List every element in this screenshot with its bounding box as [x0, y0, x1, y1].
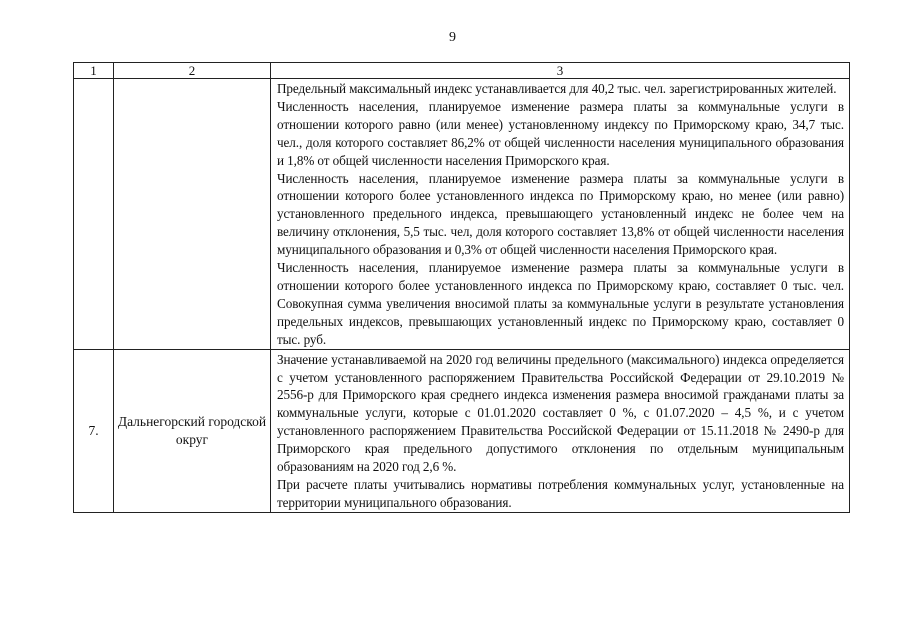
table-header-row — [74, 63, 850, 79]
page-number: 9 — [449, 30, 456, 45]
description-cell — [271, 349, 850, 512]
description-paragraph: Численность населения, планируемое изменение размера платы за коммунальные услуги в отношении которого более установленного индекса по Приморскому краю, но менее (или равно) установленного предельного индекса, превышающего установленный индекс не более чем на величину отклонения, 5,5 тыс. чел, доля которого составляет 13,8% от общей численности населения муниципального образования и 0,3% от общей численности населения Приморского края. — [277, 170, 844, 258]
description-cell — [271, 79, 850, 350]
document-table — [73, 62, 850, 513]
description-paragraph: Значение устанавливаемой на 2020 год величины предельного (максимального) индекса определяется с учетом установленного распоряжением Правительства Российской Федерации от 29.10.2019 № 2556-р для Приморского края среднего индекса изменения размера вносимой гражданами платы за коммунальные услуги, которые с 01.01.2020 составляет 0 %, с 01.07.2020 – 4,5 %, и с учетом установленного распоряжением Правительства Российской Федерации от 15.11.2018 № 2490-р для Приморского края предельного допустимого отклонения по отдельным муниципальным образованиям на 2020 год 2,6 %. — [277, 351, 844, 475]
municipality-name-cell: Дальнегорский городской округ — [114, 349, 271, 512]
table-row — [74, 79, 850, 350]
description-paragraph: Численность населения, планируемое изменение размера платы за коммунальные услуги в отношении которого более установленного индекса по Приморскому краю, составляет 0 тыс. чел. Совокупная сумма увеличения вносимой платы за коммунальные услуги в результате установления предельных индексов, превышающих установленный индекс по Приморскому краю, составляет 0 тыс. руб. — [277, 260, 844, 347]
column-header-3: 3 — [271, 63, 850, 79]
description-paragraph: При расчете платы учитывались нормативы потребления коммунальных услуг, установленные на территории муниципального образования. — [277, 476, 844, 510]
row-number-cell — [74, 79, 114, 350]
column-header-2: 2 — [114, 63, 271, 79]
description-paragraph: Предельный максимальный индекс устанавливается для 40,2 тыс. чел. зарегистрированных жителей. — [277, 81, 837, 96]
municipality-name-cell — [114, 79, 271, 350]
table-row — [74, 349, 850, 512]
description-paragraph: Численность населения, планируемое изменение размера платы за коммунальные услуги в отношении которого равно (или менее) установленному индексу по Приморскому краю, 34,7 тыс. чел., доля которого составляет 86,2% от общей численности населения муниципального образования и 1,8% от общей численности населения Приморского края. — [277, 98, 844, 168]
column-header-1: 1 — [74, 63, 114, 79]
row-number-cell: 7. — [74, 349, 114, 512]
